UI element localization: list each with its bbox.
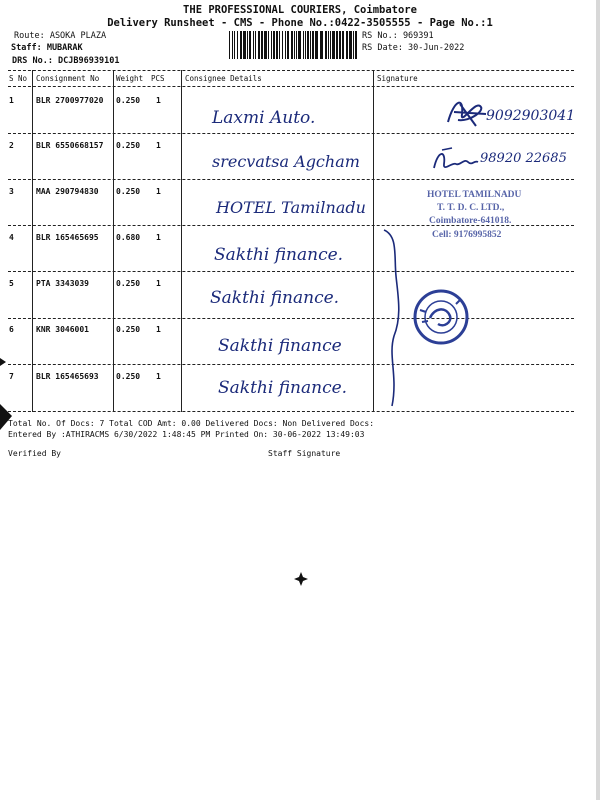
row-weight: 0.250 [116, 372, 141, 381]
entered-by-line: Entered By :ATHIRACMS 6/30/2022 1:48:45 PM Printed On: 30-06-2022 13:49:03 [8, 430, 365, 439]
row-pcs: 1 [156, 325, 161, 334]
column-divider [373, 70, 374, 412]
row-weight: 0.250 [116, 325, 141, 334]
row-consignment-no: KNR 3046001 [36, 325, 89, 334]
row-weight: 0.250 [116, 187, 141, 196]
row-consignment-no: PTA 3343039 [36, 279, 89, 288]
row-consignee: Sakthi finance [218, 336, 342, 356]
totals-summary: Total No. Of Docs: 7 Total COD Amt: 0.00 Delivered Docs: Non Delivered Docs: [8, 419, 375, 428]
row-consignee: Sakthi finance. [218, 378, 348, 398]
row-divider [8, 271, 574, 272]
rs-date: RS Date: 30-Jun-2022 [362, 43, 465, 53]
row-weight: 0.680 [116, 233, 141, 242]
stamp-line: Cell: 9176995852 [432, 230, 502, 240]
column-header-pcs: PCS [151, 74, 165, 83]
row-sno: 2 [9, 141, 14, 150]
verified-by-label: Verified By [8, 449, 61, 458]
row-consignee: Sakthi finance. [214, 245, 344, 265]
row-weight: 0.250 [116, 141, 141, 150]
stamp-line: T. T. D. C. LTD., [437, 203, 505, 213]
row-sno: 7 [9, 372, 14, 381]
row-pcs: 1 [156, 233, 161, 242]
row-pcs: 1 [156, 279, 161, 288]
table-bottom-rule [8, 411, 574, 412]
table-top-rule [8, 70, 574, 71]
rs-number: RS No.: 969391 [362, 31, 434, 41]
column-header-sno: S No [9, 74, 28, 83]
column-header-weight: Weight [116, 74, 144, 83]
staff-label: Staff: MUBARAK [11, 43, 83, 53]
document-title: THE PROFESSIONAL COURIERS, Coimbatore [183, 4, 417, 16]
row-consignee: HOTEL Tamilnadu [216, 198, 366, 217]
row-consignment-no: BLR 6550668157 [36, 141, 104, 150]
scan-speck-icon [293, 571, 309, 587]
column-header-consignment: Consignment No [36, 74, 100, 83]
signature-phone-note: 98920 22685 [480, 151, 567, 166]
row-sno: 5 [9, 279, 14, 288]
row-consignee: Sakthi finance. [210, 288, 340, 308]
row-sno: 6 [9, 325, 14, 334]
column-divider [32, 70, 33, 412]
row-weight: 0.250 [116, 96, 141, 105]
table-header-rule [8, 86, 574, 87]
row-divider [8, 364, 574, 365]
document-subtitle: Delivery Runsheet - CMS - Phone No.:0422-3505555 - Page No.:1 [107, 17, 493, 29]
row-pcs: 1 [156, 141, 161, 150]
row-consignment-no: BLR 165465695 [36, 233, 99, 242]
row-consignment-no: MAA 290794830 [36, 187, 99, 196]
signature-scrawl-icon [428, 144, 480, 176]
row-consignee: Laxmi Auto. [212, 108, 316, 128]
row-consignment-no: BLR 165465693 [36, 372, 99, 381]
barcode-icon [229, 31, 357, 59]
stamp-line: HOTEL TAMILNADU [427, 190, 522, 200]
scan-speck-icon [0, 356, 8, 368]
signature-phone-note: 9092903041 [486, 108, 576, 124]
column-header-signature: Signature [377, 74, 418, 83]
column-divider [113, 70, 114, 412]
company-seal-icon [412, 288, 470, 346]
row-pcs: 1 [156, 96, 161, 105]
row-consignment-no: BLR 2700977020 [36, 96, 104, 105]
scan-edge [596, 0, 600, 800]
row-consignee: srecvatsa Agcham [212, 152, 360, 171]
row-divider [8, 179, 574, 180]
row-pcs: 1 [156, 372, 161, 381]
route-label: Route: ASOKA PLAZA [14, 31, 107, 41]
row-sno: 4 [9, 233, 14, 242]
column-header-consignee: Consignee Details [185, 74, 262, 83]
bracket-scrawl-icon [378, 226, 408, 412]
row-divider [8, 318, 574, 319]
stamp-line: Coimbatore-641018. [429, 216, 512, 226]
row-sno: 3 [9, 187, 14, 196]
drs-number: DRS No.: DCJB96939101 [12, 56, 120, 66]
scan-speck-icon [0, 404, 14, 430]
row-sno: 1 [9, 96, 14, 105]
column-divider [181, 70, 182, 412]
staff-signature-label: Staff Signature [268, 449, 341, 458]
row-pcs: 1 [156, 187, 161, 196]
row-weight: 0.250 [116, 279, 141, 288]
